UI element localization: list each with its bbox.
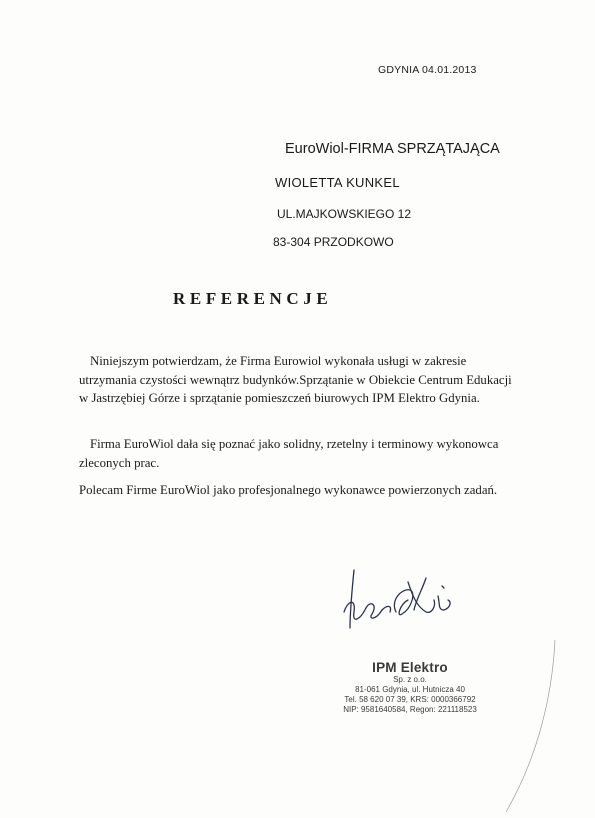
body-paragraph-3: Polecam Firme EuroWiol jako profesjonalnego wykonawce powierzonych zadań. [79, 483, 498, 497]
stamp-line-3: Tel. 58 620 07 39, KRS: 0000366792 [344, 695, 476, 704]
letter-title: REFERENCJE [173, 289, 333, 308]
stamp-line-1: Sp. z o.o. [393, 675, 427, 684]
letter-date: GDYNIA 04.01.2013 [378, 64, 477, 76]
stamp-line-2: 81-061 Gdynia, ul. Hutnicza 40 [355, 685, 465, 694]
stamp-line-4: NIP: 9581640584, Regon: 221118523 [343, 705, 477, 714]
body-paragraph-1: Niniejszym potwierdzam, że Firma Eurowiol wykonała usługi w zakresie utrzymania czystości wewnątrz budynków.Sprzątanie w Obiekcie Centrum Edukacji w Jastrzębiej Górze i sprzątanie pomieszczeń biurowych IPM Elektro Gdynia. [79, 354, 512, 405]
recipient-city: 83-304 PRZODKOWO [273, 235, 394, 249]
recipient-person: WIOLETTA KUNKEL [275, 175, 400, 190]
body-paragraph-2: Firma EuroWiol dała się poznać jako solidny, rzetelny i terminowy wykonowca zleconych prac. [79, 437, 499, 470]
recipient-street: UL.MAJKOWSKIEGO 12 [277, 207, 412, 221]
stamp-brand: IPM Elektro [372, 660, 448, 675]
recipient-company: EuroWiol-FIRMA SPRZĄTAJĄCA [285, 141, 500, 157]
